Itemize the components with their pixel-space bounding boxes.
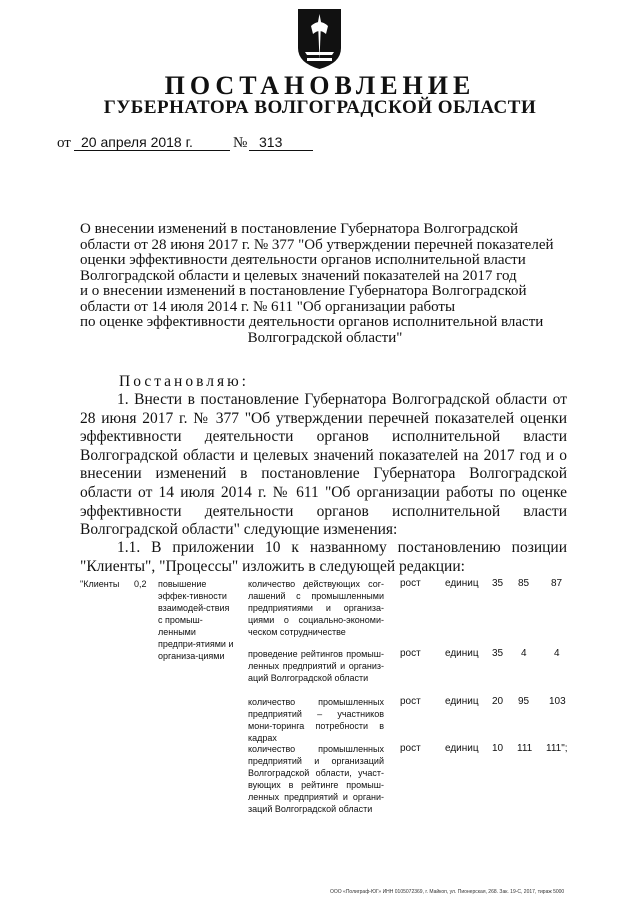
unit: единиц xyxy=(445,743,479,754)
document-title: ПОСТАНОВЛЕНИЕ xyxy=(164,71,476,100)
value-2: 111 xyxy=(517,743,533,754)
direction: рост xyxy=(400,578,421,589)
indicator-name: количество промышленных предприятий – участников мони-торинга потребности в кадрах xyxy=(248,697,384,743)
unit: единиц xyxy=(445,696,479,707)
unit: единиц xyxy=(445,648,479,659)
value-1: 35 xyxy=(492,578,504,589)
subject-line: О внесении изменений в постановление Губернатора Волгоградской xyxy=(80,221,519,237)
subject-line: и о внесении изменений в постановление Губернатора Волгоградской xyxy=(80,283,527,299)
indicator-name: проведение рейтингов промыш-ленных предприятий и организ-аций Волгоградской области xyxy=(248,649,384,683)
table-weight: 0,2 xyxy=(134,579,147,589)
table-group: повышение эффек-тивности взаимодей-ствия с промыш-ленными предпри-ятиями и организа-циями xyxy=(158,579,234,661)
document-number: 313 xyxy=(259,134,283,150)
value-2: 4 xyxy=(521,648,527,659)
paragraph-1: 1. Внести в постановление Губернатора Волгоградской области от 28 июня 2017 г. № 377 "Об утверждении перечней показателей оценки эффективности деятельности органов исполнительной власти Волгоградской области и целевых значений показателей на 2017 год и о внесении изменений в постановление Губернатора Волгоградской области от 14 июля 2014 г. № 611 "Об организации работы по оценке эффективности деятельности органов исполнительной власти Волгоградской области" следующие изменения: xyxy=(80,391,567,539)
value-3: 111"; xyxy=(546,743,568,754)
value-1: 35 xyxy=(492,648,504,659)
number-prefix: № xyxy=(233,135,248,151)
subject-line: Волгоградской области" xyxy=(247,329,403,346)
indicator-name: количество действующих сог-лашений с промышленными предприятиями и организа-циями о социально-экономи-ческом сотрудничестве xyxy=(248,579,384,637)
value-1: 10 xyxy=(492,743,504,754)
value-3: 87 xyxy=(551,578,563,589)
value-2: 95 xyxy=(518,696,530,707)
table-category: "Клиенты xyxy=(80,579,120,589)
print-imprint: ООО «Полиграф-ЮГ» ИНН 0105072369, г. Майкоп, ул. Пионерская, 268. Зак. 19-С, 2017, тираж 5000 xyxy=(330,889,565,895)
direction: рост xyxy=(400,696,421,707)
document-date: 20 апреля 2018 г. xyxy=(81,134,193,150)
value-3: 4 xyxy=(554,648,560,659)
direction: рост xyxy=(400,648,421,659)
document-issuer: ГУБЕРНАТОРА ВОЛГОГРАДСКОЙ ОБЛАСТИ xyxy=(103,97,537,118)
subject-line: области от 28 июня 2017 г. № 377 "Об утверждении перечней показателей xyxy=(80,236,554,253)
direction: рост xyxy=(400,743,421,754)
subject-line: Волгоградской области и целевых значений показателей на 2017 год xyxy=(80,267,517,284)
indicator-name: количество промышленных предприятий и организаций Волгоградской области, участ-вующих в рейтинге промыш-ленных предприятий и органи-заций Волгоградской области xyxy=(248,744,384,814)
date-prefix: от xyxy=(57,135,71,151)
subject-line: области от 14 июля 2014 г. № 611 "Об организации работы xyxy=(80,298,456,315)
value-2: 85 xyxy=(518,578,530,589)
subject-line: по оценке эффективности деятельности органов исполнительной власти xyxy=(80,314,544,330)
resolve-heading: Постановляю: xyxy=(119,373,249,390)
subject-line: оценки эффективности деятельности органов исполнительной власти xyxy=(80,252,526,268)
value-3: 103 xyxy=(549,696,566,707)
paragraph-1-1: 1.1. В приложении 10 к названному постановлению позиции "Клиенты", "Процессы" изложить в следующей редакции: xyxy=(80,539,567,575)
unit: единиц xyxy=(445,578,479,589)
value-1: 20 xyxy=(492,696,504,707)
